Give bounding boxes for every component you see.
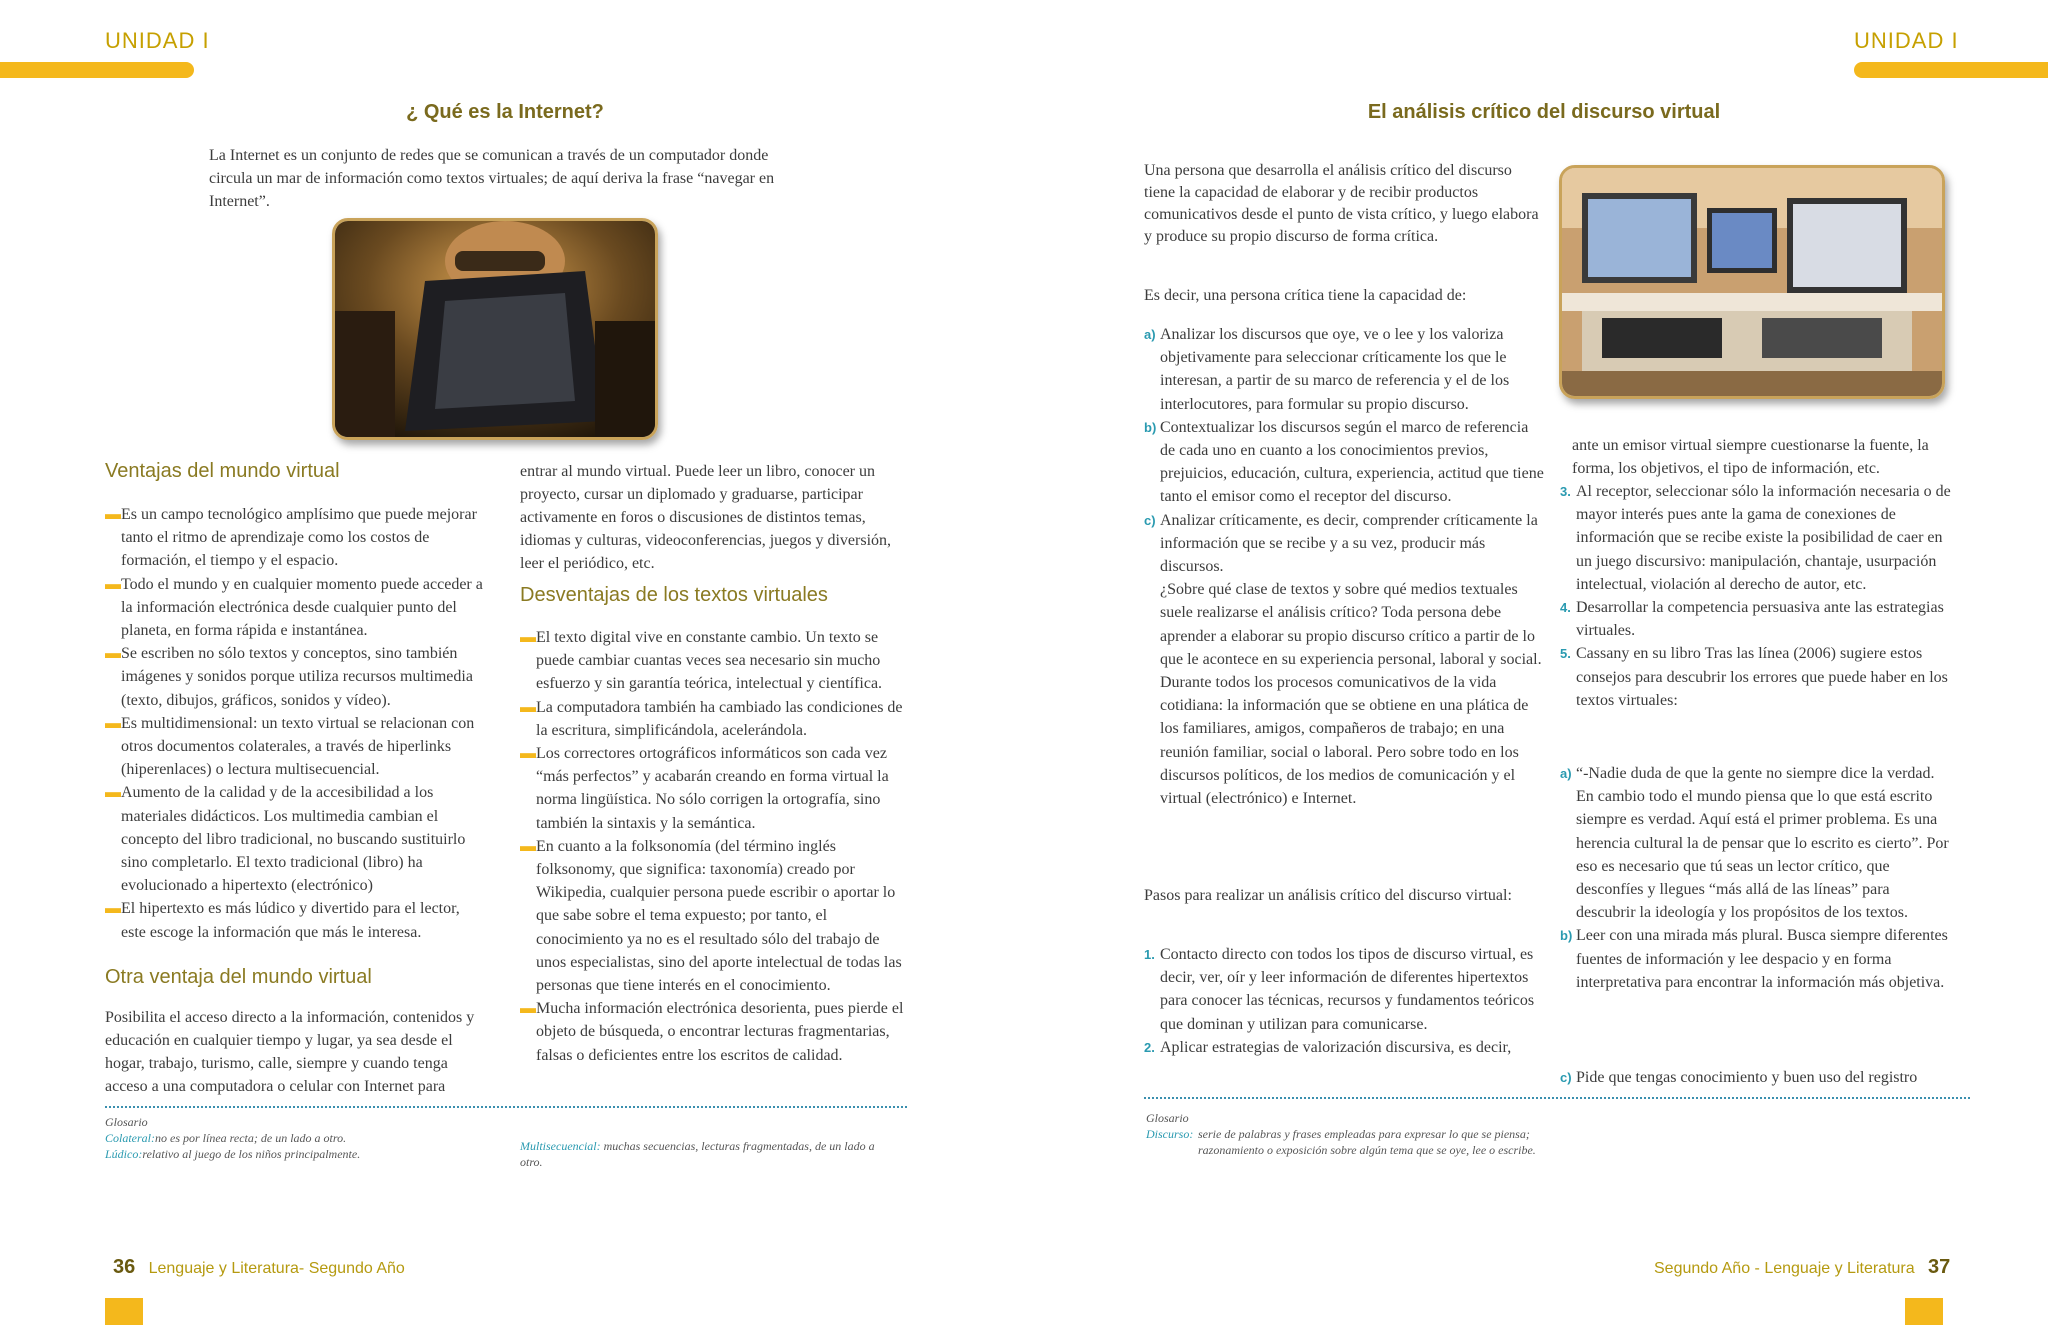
corner-tab	[1905, 1298, 1943, 1325]
list-item: 3. Al receptor, seleccionar sólo la información necesaria o de mayor interés pues ante la gama de conexiones de información que se recibe existe la posibilidad de caer en un juego discursivo: manipulación, chantaje, usurpación intelectual, violación al derecho de autor, etc.	[1560, 483, 1951, 593]
list-item: c) Pide que tengas conocimiento y buen uso del registro	[1560, 1069, 1918, 1086]
list-item: b) Leer con una mirada más plural. Busca siempre diferentes fuentes de información y lee despacio y en forma interpretativa para encontrar la información más objetiva.	[1560, 927, 1948, 991]
glossary-left-col2	[520, 1138, 880, 1170]
unit-bar	[0, 62, 194, 78]
otra-ventaja-paragraph: Posibilita el acceso directo a la información, contenidos y educación en cualquier tiempo y lugar, ya sea desde el hogar, trabajo, turismo, calle, siempre y cuando tenga acceso a una computadora o celular con Internet para	[105, 1009, 475, 1095]
unit-bar	[1854, 62, 2048, 78]
page-number: 37	[1927, 1256, 1951, 1278]
list-item: ▬ Los correctores ortográficos informáticos son cada vez “más perfectos” y acabarán creando en forma virtual la norma lingüística. No sólo corrigen la ortografía, sino también la sintaxis y la semántica.	[520, 745, 889, 832]
list-item: ¿Sobre qué clase de textos y sobre qué medios textuales suele realizarse el análisis crítico? Toda persona debe aprender a elaborar su propio discurso crítico a partir de lo que le acontece en su experiencia personal, laboral y social. Durante todos los procesos comunicativos de la vida cotidiana: la información que se obtiene en una plática de los familiares, amigos, compañeros de trabajo; en una reunión familiar, social o laboral. Pero sobre todo en los discursos políticos, de los medios de comunicación y el virtual (electrónico) e Internet.	[1160, 581, 1542, 808]
list-item: ▬ Aumento de la calidad y de la accesibilidad a los materiales didácticos. Los multimedia cambian el concepto del libro tradicional, no buscando sustituirlo sino completarlo. El texto tradicional (libro) ha evolucionado a hipertexto (electrónico)	[105, 784, 466, 895]
page-number: 36	[113, 1256, 136, 1278]
corner-tab	[105, 1298, 143, 1325]
list-item: b) Contextualizar los discursos según el marco de referencia de cada uno en cuanto a los conocimientos previos, prejuicios, educación, cultura, experiencia, actitud que tiene tanto el emisor como el receptor del discurso.	[1144, 418, 1544, 506]
list-item: a) “-Nadie duda de que la gente no siempre dice la verdad. En cambio todo el mundo piensa que lo que está escrito siempre es verdad. Aquí está el primer problema. Es una herencia cultural la de pensar que lo escrito es cierto”. Por eso es necesario que tú seas un lector crítico, que desconfíes y llegues “más allá de las líneas” para descubrir la ideología y los propósitos de los textos.	[1560, 765, 1949, 922]
page-title: El análisis crítico del discurso virtual	[1367, 101, 1721, 123]
footer-title: Segundo Año - Lenguaje y Literatura	[1654, 1260, 1915, 1277]
capacidad-paragraph: Es decir, una persona crítica tiene la capacidad de:	[1144, 287, 1467, 304]
column2-continuation: entrar al mundo virtual. Puede leer un libro, conocer un proyecto, cursar un diplomado y graduarse, participar activamente en foros o discusiones de distintos temas, idiomas y culturas, videoconferencias, juegos y diversión, leer el periódico, etc.	[520, 463, 892, 572]
glossary-divider	[105, 1106, 907, 1108]
list-item: c) Analizar críticamente, es decir, comprender críticamente la información que se recibe y a su vez, producir más discursos.	[1144, 511, 1538, 576]
page-title: ¿ Qué es la Internet?	[406, 101, 604, 123]
unit-label: UNIDAD I	[1854, 28, 1959, 53]
list-item: ▬ El hipertexto es más lúdico y divertido para el lector, este escoge la información que más le interesa.	[105, 900, 460, 941]
capacidades-list	[1144, 323, 1544, 810]
list-item: ▬ Mucha información electrónica desorienta, pues pierde el objeto de búsqueda, o encontrar lecturas fragmentarias, falsas o deficientes entre los escritos de calidad.	[520, 1000, 904, 1064]
person-at-computer-image	[335, 221, 655, 437]
list-item: 5. Cassany en su libro Tras las línea (2006) sugiere estos consejos para descubrir los errores que puede haber en los textos virtuales:	[1560, 645, 1948, 709]
list-item: 1. Contacto directo con todos los tipos de discurso virtual, es decir, ver, oír y leer información de diferentes hipertextos para conocer las técnicas, recursos y fundamentos teóricos que dominan y utilizan para comunicarse.	[1144, 946, 1535, 1033]
glossary-entry: Colateral:no es por línea recta; de un lado a otro.	[105, 1131, 347, 1145]
pasos-intro: Pasos para realizar un análisis crítico del discurso virtual:	[1144, 887, 1512, 904]
otra-ventaja-heading: Otra ventaja del mundo virtual	[105, 966, 372, 988]
list-item: ▬ Se escriben no sólo textos y conceptos, sino también imágenes y sonidos porque utiliza recursos multimedia (texto, dibujos, gráficos, sonidos y vídeo).	[105, 645, 473, 709]
list-item: ▬ Es un campo tecnológico amplísimo que puede mejorar tanto el ritmo de aprendizaje como los costos de formación, el tiempo y el espacio.	[105, 506, 477, 570]
glossary-entry: Lúdico:relativo al juego de los niños principalmente.	[105, 1147, 361, 1161]
consejos-list-last	[1560, 1066, 1952, 1089]
unit-label: UNIDAD I	[105, 28, 210, 53]
intro-paragraph: La Internet es un conjunto de redes que se comunican a través de un computador donde circula un mar de información como textos virtuales; de aquí deriva la frase “navegar en Internet”.	[209, 147, 775, 210]
glossary-entry: Multisecuencial: muchas secuencias, lecturas fragmentadas, de un lado a otro.	[520, 1139, 875, 1169]
desk-with-monitors-image	[1562, 168, 1942, 396]
page-footer	[1654, 1256, 1950, 1279]
glossary-title: Glosario	[105, 1115, 148, 1129]
internet-photo	[332, 218, 658, 440]
glossary-divider	[1144, 1097, 1970, 1099]
glossary-right	[1146, 1110, 1546, 1158]
list-item: ▬ El texto digital vive en constante cambio. Un texto se puede cambiar cuantas veces sea necesario sin mucho esfuerzo y sin garantía teórica, intelectual y científica.	[520, 629, 883, 693]
pasos-continuation: ante un emisor virtual siempre cuestionarse la fuente, la forma, los objetivos, el tipo de información, etc.	[1572, 437, 1929, 477]
ventajas-heading: Ventajas del mundo virtual	[105, 460, 340, 482]
page-footer	[113, 1256, 405, 1279]
glossary-title: Glosario	[1146, 1111, 1189, 1125]
desventajas-heading: Desventajas de los textos virtuales	[520, 584, 828, 606]
list-item: a) Analizar los discursos que oye, ve o lee y los valoriza objetivamente para seleccionar críticamente los que le interesan, a partir de su marco de referencia y el de los interlocutores, para formular su propio discurso.	[1144, 326, 1510, 413]
glossary-left	[105, 1114, 405, 1162]
list-item: ▬ Todo el mundo y en cualquier momento puede acceder a la información electrónica desde cualquier punto del planeta, en forma rápida e instantánea.	[105, 575, 483, 640]
list-item: 4. Desarrollar la competencia persuasiva ante las estrategias virtuales.	[1560, 599, 1944, 640]
list-item: ▬ La computadora también ha cambiado las condiciones de la escritura, simplificándola, acelerándola.	[520, 698, 903, 739]
desventajas-list	[520, 626, 906, 1067]
glossary-entry: Discurso: serie de palabras y frases empleadas para expresar lo que se piensa; razonamiento o exposición sobre algún tema que se oye, lee o escribe.	[1146, 1127, 1536, 1157]
pasos-list-part2	[1560, 480, 1952, 712]
list-item: ▬ Es multidimensional: un texto virtual se relacionan con otros documentos colaterales, a través de hiperlinks (hiperenlaces) o lectura multisecuencial.	[105, 714, 475, 779]
pasos-list-part1	[1144, 943, 1552, 1059]
computer-desk-photo	[1559, 165, 1945, 399]
list-item: ▬ En cuanto a la folksonomía (del término inglés folksonomy, que significa: taxonomía) creado por Wikipedia, cualquier persona puede escribir o aportar lo que sabe sobre el tema expuesto; por tanto, el conocimiento ya no es el resultado sólo del trabajo de unos especialistas, sino del aporte intelectual de todas las personas que tiene interés en el conocimiento.	[520, 837, 902, 995]
right-page	[1024, 0, 2048, 1325]
list-item: 2. Aplicar estrategias de valorización discursiva, es decir,	[1144, 1038, 1512, 1056]
ventajas-list	[105, 503, 488, 944]
intro-paragraph: Una persona que desarrolla el análisis crítico del discurso tiene la capacidad de elaborar y de recibir productos comunicativos desde el punto de vista crítico, y luego elabora y produce su propio discurso de forma crítica.	[1144, 162, 1539, 245]
footer-title: Lenguaje y Literatura- Segundo Año	[148, 1260, 405, 1277]
consejos-list	[1560, 762, 1952, 994]
